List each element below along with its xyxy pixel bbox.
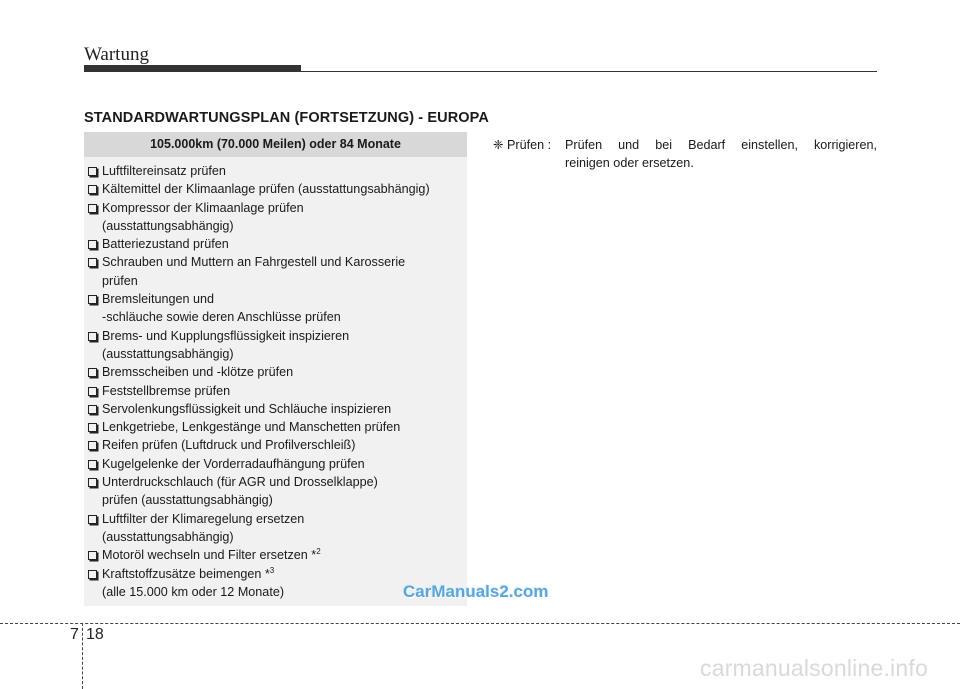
checklist-item-text: Brems- und Kupplungsflüssigkeit inspizieren	[102, 328, 350, 343]
checkbox-icon	[88, 204, 97, 213]
maintenance-table	[84, 132, 467, 606]
checkbox-icon	[88, 551, 97, 560]
checklist-item-text: Kraftstoffzusätze beimengen *	[102, 566, 270, 581]
checklist-item-text: Servolenkungsflüssigkeit und Schläuche inspizieren	[102, 401, 392, 416]
header-title: Wartung	[84, 44, 149, 65]
checklist-item	[88, 546, 467, 564]
checkbox-icon	[88, 387, 97, 396]
checklist-item	[88, 235, 467, 253]
checklist-item-text: prüfen	[102, 273, 138, 288]
checklist-item	[88, 436, 467, 454]
checkbox-icon	[88, 405, 97, 414]
checklist-item-text: Bremsleitungen und	[102, 292, 215, 307]
checklist	[84, 157, 467, 601]
checklist-item	[88, 327, 467, 364]
section-title: STANDARDWARTUNGSPLAN (FORTSETZUNG) - EUROPA	[84, 110, 489, 126]
note-text-line1: Prüfen und bei Bedarf einstellen, korrigieren,	[565, 138, 877, 152]
checklist-item-text: Reifen prüfen (Luftdruck und Profilverschleiß)	[102, 438, 356, 453]
checklist-item-text: Unterdruckschlauch (für AGR und Drosselklappe)	[102, 475, 378, 490]
checkbox-icon	[88, 295, 97, 304]
checklist-item-text: -schläuche sowie deren Anschlüsse prüfen	[102, 310, 341, 325]
footer-vertical-divider	[82, 623, 83, 689]
checklist-item-text: Schrauben und Muttern an Fahrgestell und Karosserie	[102, 255, 406, 270]
checklist-item	[88, 363, 467, 381]
note-key: Prüfen :	[507, 138, 552, 152]
checklist-item-text: (alle 15.000 km oder 12 Monate)	[102, 584, 285, 599]
page-number: 18	[86, 626, 104, 643]
checkbox-icon	[88, 441, 97, 450]
checklist-item-text: Kompressor der Klimaanlage prüfen	[102, 200, 304, 215]
footer-divider	[0, 623, 960, 624]
checklist-item	[88, 162, 467, 180]
checklist-item-text: Kugelgelenke der Vorderradaufhängung prüfen	[102, 456, 365, 471]
checklist-item-text: Luftfiltereinsatz prüfen	[102, 164, 226, 178]
inspection-note	[493, 136, 877, 173]
checklist-item-text: Lenkgetriebe, Lenkgestänge und Manschetten prüfen	[102, 420, 401, 435]
checklist-item	[88, 455, 467, 473]
checklist-item	[88, 418, 467, 436]
checkbox-icon	[88, 570, 97, 579]
checklist-item-text: Feststellbremse prüfen	[102, 383, 231, 398]
checklist-item-text: (ausstattungsabhängig)	[102, 218, 234, 233]
checklist-item-text: Batteriezustand prüfen	[102, 237, 229, 252]
checklist-item	[88, 400, 467, 418]
checkbox-icon	[88, 460, 97, 469]
checklist-item	[88, 253, 467, 290]
checkbox-icon	[88, 167, 97, 176]
checklist-item	[88, 473, 467, 510]
checklist-item	[88, 180, 467, 198]
checkbox-icon	[88, 185, 97, 194]
checkbox-icon	[88, 258, 97, 267]
checkbox-icon	[88, 423, 97, 432]
checkbox-icon	[88, 368, 97, 377]
checklist-item-text: (ausstattungsabhängig)	[102, 529, 234, 544]
checkbox-icon	[88, 332, 97, 341]
footnote-marker: 2	[316, 547, 321, 557]
checklist-item	[88, 290, 467, 327]
checklist-item-text: prüfen (ausstattungsabhängig)	[102, 493, 273, 508]
checklist-item	[88, 510, 467, 547]
checklist-item-text: (ausstattungsabhängig)	[102, 346, 234, 361]
checkbox-icon	[88, 478, 97, 487]
checklist-item-text: Kältemittel der Klimaanlage prüfen (ausstattungsabhängig)	[102, 182, 430, 197]
table-header: 105.000km (70.000 Meilen) oder 84 Monate	[84, 132, 467, 157]
note-text-line2: reinigen oder ersetzen.	[565, 156, 694, 171]
footnote-marker: 3	[269, 565, 275, 575]
checkbox-icon	[88, 515, 97, 524]
checklist-item	[88, 382, 467, 400]
checklist-item-text: Bremsscheiben und -klötze prüfen	[102, 365, 294, 380]
footer-brand: carmanualsonline.info	[700, 655, 928, 681]
note-symbol-icon: ❈	[493, 138, 504, 152]
checklist-item-text: Luftfilter der Klimaregelung ersetzen	[102, 511, 305, 526]
chapter-number: 7	[70, 626, 79, 643]
header-rule-thin	[84, 71, 877, 72]
checklist-item	[88, 199, 467, 236]
checklist-item-text: Motoröl wechseln und Filter ersetzen *	[102, 548, 317, 563]
checkbox-icon	[88, 240, 97, 249]
watermark-link[interactable]: CarManuals2.com	[403, 582, 549, 601]
